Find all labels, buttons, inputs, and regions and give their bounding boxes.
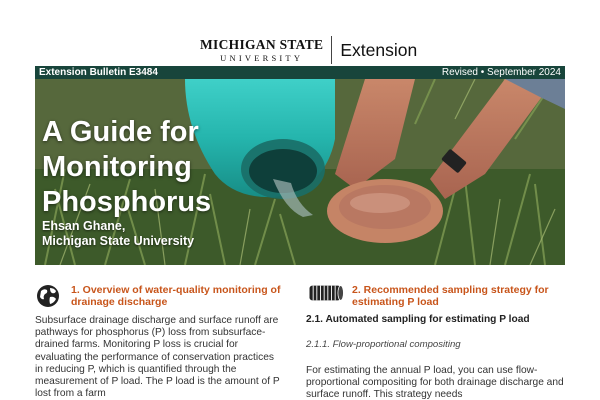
section-1-body: Subsurface drainage discharge and surface runoff are pathways for phosphorus (P) loss from subsurface-drained farms. Monitoring P loss is crucial for evaluating the performance of conservation practices in reducing P, which is quantified through the measurement of P load. The P load is the amount of P lost from a farm (35, 315, 280, 400)
logo-university (200, 38, 323, 63)
document-title: A Guide for Monitoring Phosphorus (42, 116, 212, 218)
drain-pipe-icon (306, 282, 346, 304)
section-2-1-heading: 2.1. Automated sampling for estimating P load (306, 314, 530, 325)
logo-divider (331, 36, 332, 64)
revised-date: Revised • September 2024 (441, 67, 561, 78)
bulletin-number: Extension Bulletin E3484 (39, 67, 158, 78)
author-name: Ehsan Ghane, (42, 219, 126, 233)
bulletin-bar (35, 66, 565, 79)
logo-line2: UNIVERSITY (220, 52, 304, 63)
section-2-header (306, 282, 566, 308)
hero-image (35, 79, 565, 265)
globe-icon (35, 282, 65, 310)
section-2-body: For estimating the annual P load, you can use flow-proportional compositing for both drainage discharge and surface runoff. This strategy needs (306, 365, 564, 400)
section-2 (306, 282, 566, 400)
section-1 (35, 282, 283, 400)
logo-extension: Extension (340, 39, 418, 60)
section-1-title: 1. Overview of water-quality monitoring of drainage discharge (71, 284, 281, 308)
author-block (42, 219, 194, 249)
msu-extension-logo (200, 35, 417, 65)
section-2-1-1-heading: 2.1.1. Flow-proportional compositing (306, 339, 461, 350)
section-1-header (35, 282, 283, 310)
logo-line1: MICHIGAN STATE (200, 36, 324, 52)
author-affiliation: Michigan State University (42, 234, 195, 248)
section-2-title: 2. Recommended sampling strategy for estimating P load (352, 284, 549, 308)
